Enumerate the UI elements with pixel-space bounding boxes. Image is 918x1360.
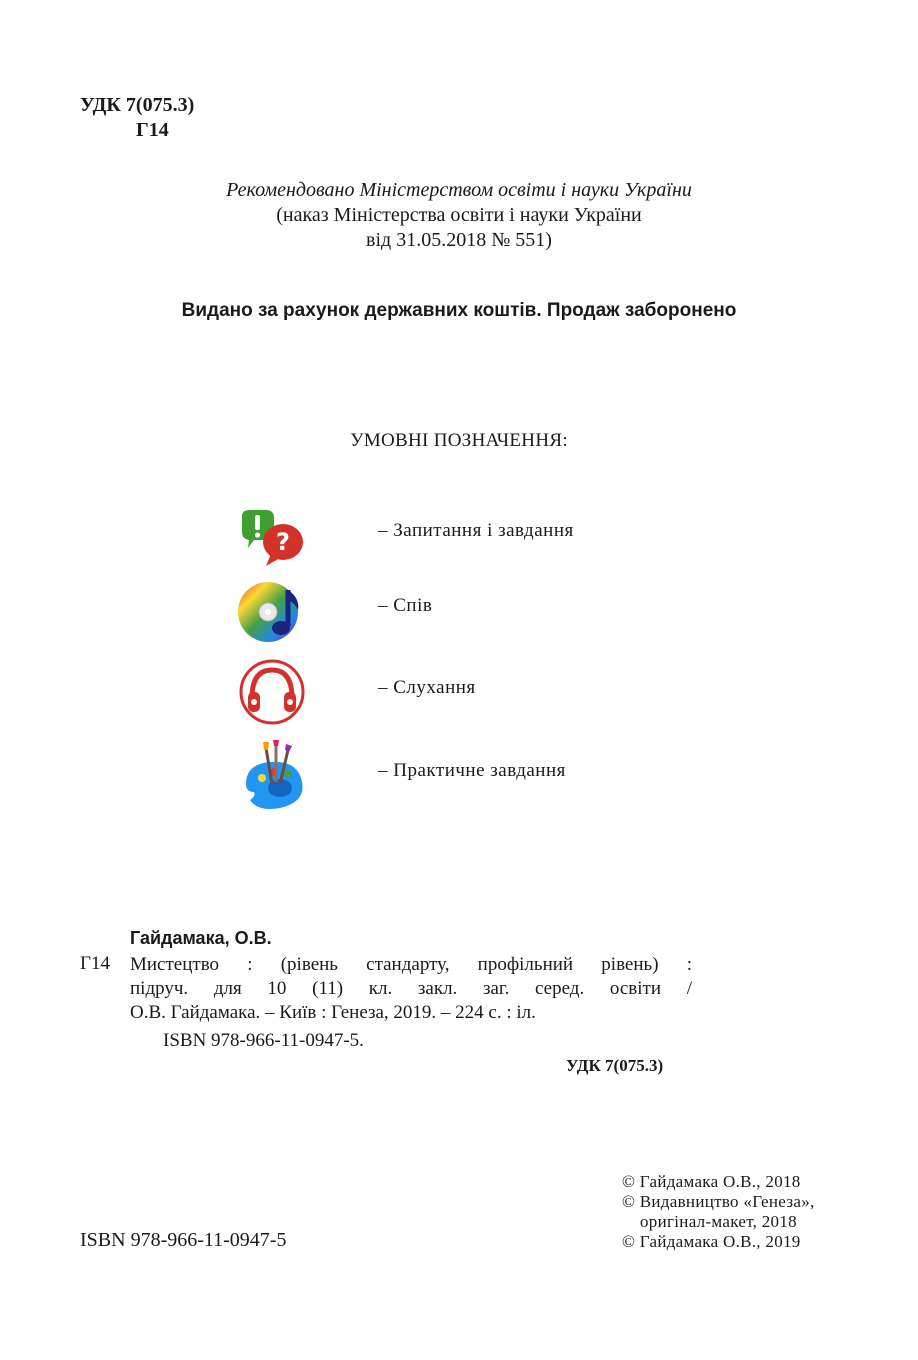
biblio-line-1: Мистецтво : (рівень стандарту, профільний рівень) : xyxy=(130,954,692,975)
biblio-line-3: О.В. Гайдамака. – Київ : Генеза, 2019. – 224 с. : іл. xyxy=(130,1002,536,1023)
biblio-code: Г14 xyxy=(80,953,110,974)
biblio-description xyxy=(130,953,692,1025)
legend-label-questions: – Запитання і завдання xyxy=(378,520,574,541)
biblio-udk: УДК 7(075.3) xyxy=(566,1056,664,1075)
approval-line-1: Рекомендовано Міністерством освіти і науки України xyxy=(226,179,692,201)
copyright-line-3: оригінал-макет, 2018 xyxy=(640,1212,797,1231)
copyright-line-4: © Гайдамака О.В., 2019 xyxy=(622,1232,801,1251)
legend-label-listening: – Слухання xyxy=(378,677,476,698)
approval-block xyxy=(0,178,918,253)
headphones-icon xyxy=(236,656,308,728)
brushes-palette-icon xyxy=(236,740,308,812)
svg-text:?: ? xyxy=(276,528,290,556)
approval-line-3: від 31.05.2018 № 551) xyxy=(366,229,552,251)
copyright-line-2: © Видавництво «Генеза», xyxy=(622,1192,815,1211)
copyright-block xyxy=(622,1172,815,1252)
question-bubble-icon xyxy=(236,508,308,580)
biblio-line-2: підруч. для 10 (11) кл. закл. заг. серед. освіти / xyxy=(130,978,692,999)
author-code-top: Г14 xyxy=(136,119,169,141)
legend-label-singing: – Спів xyxy=(378,595,433,616)
legend-title: УМОВНІ ПОЗНАЧЕННЯ: xyxy=(350,430,568,451)
state-funded-notice: Видано за рахунок державних коштів. Продаж заборонено xyxy=(181,300,737,321)
copyright-line-1: © Гайдамака О.В., 2018 xyxy=(622,1172,801,1191)
udk-code-top: УДК 7(075.3) xyxy=(80,94,195,116)
biblio-isbn: ISBN 978-966-11-0947-5. xyxy=(163,1030,364,1051)
legend-label-practical: – Практичне завдання xyxy=(378,760,566,781)
approval-line-2: (наказ Міністерства освіти і науки України xyxy=(276,204,642,226)
music-disc-icon xyxy=(236,576,308,648)
biblio-author: Гайдамака, О.В. xyxy=(130,928,272,948)
isbn-bottom: ISBN 978-966-11-0947-5 xyxy=(80,1229,287,1251)
